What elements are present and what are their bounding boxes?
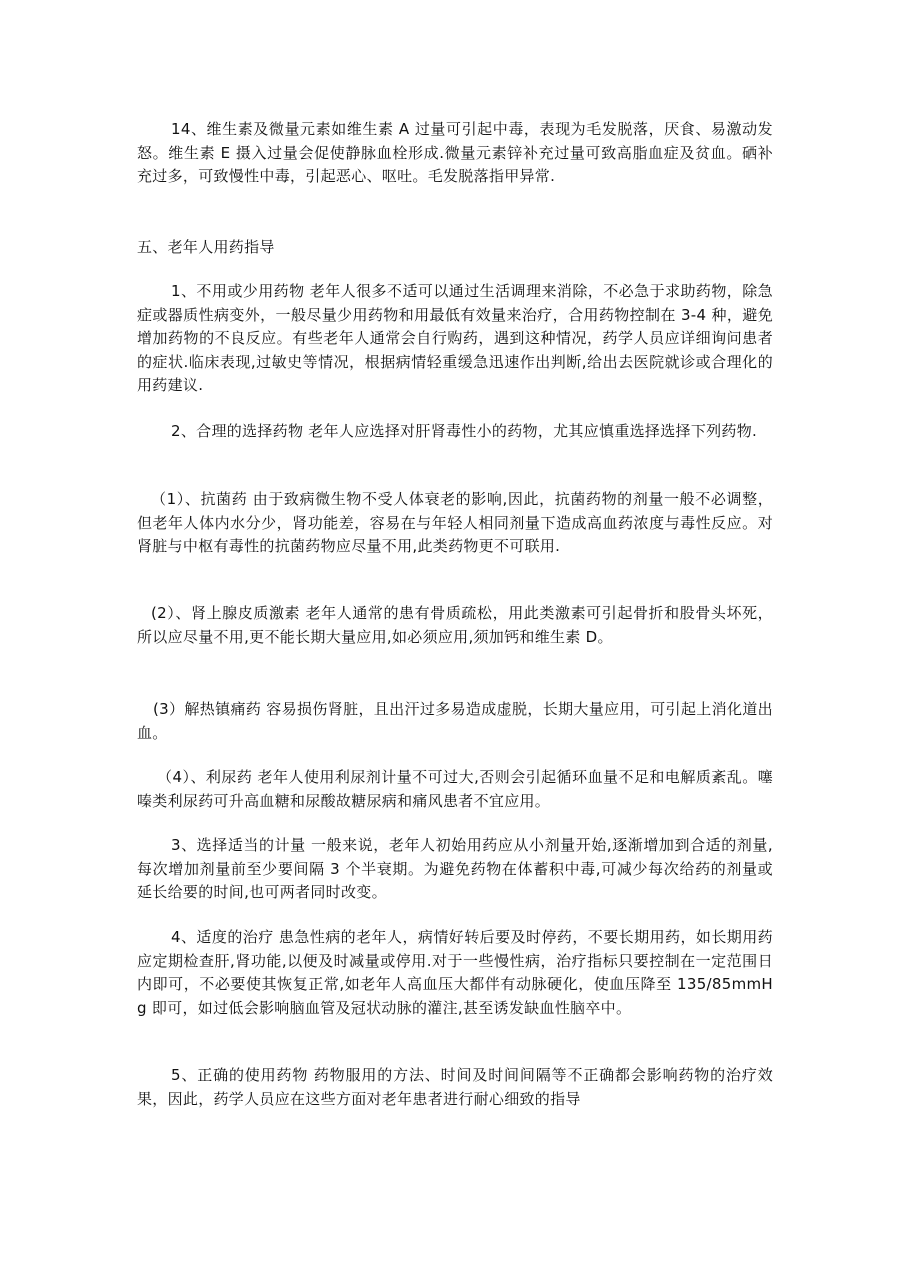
section-heading-elderly-medication: 五、老年人用药指导 [137, 238, 275, 256]
paragraph-corticosteroids: (2）、肾上腺皮质激素 老年人通常的患有骨质疏松，用此类激素可引起骨折和股骨头坏死，所以应尽量不用,更不能长期大量应用,如必须应用,须加钙和维生素 D。 [137, 604, 773, 646]
paragraph-appropriate-dosage: 3、选择适当的计量 一般来说，老年人初始用药应从小剂量开始,逐渐增加到合适的剂量,每次增加剂量前至少要间隔 3 个半衰期。为避免药物在体蓄积中毒,可减少每次给药的剂量或延长给要的时间,也可两者同时改变。 [137, 836, 773, 901]
paragraph-correct-usage: 5、正确的使用药物 药物服用的方法、时间及时间间隔等不正确都会影响药物的治疗效果，因此，药学人员应在这些方面对老年患者进行耐心细致的指导 [137, 1066, 773, 1108]
paragraph-choose-medication: 2、合理的选择药物 老年人应选择对肝肾毒性小的药物，尤其应慎重选择选择下列药物. [171, 422, 758, 440]
paragraph-analgesics: (3）解热镇痛药 容易损伤肾脏，且出汗过多易造成虚脱，长期大量应用，可引起上消化道出血。 [137, 700, 773, 742]
paragraph-vitamin-trace-elements: 14、维生素及微量元素如维生素 A 过量可引起中毒，表现为毛发脱落，厌食、易激动发怒。维生素 E 摄入过量会促使静脉血栓形成.微量元素锌补充过量可致高脂血症及贫血。硒补充过多，可致慢性中毒，引起恶心、呕吐。毛发脱落指甲异常. [137, 120, 773, 185]
paragraph-antibiotics: （1）、抗菌药 由于致病微生物不受人体衰老的影响,因此，抗菌药物的剂量一般不必调整，但老年人体内水分少，肾功能差，容易在与年轻人相同剂量下造成高血药浓度与毒性反应。对肾脏与中枢有毒性的抗菌药物应尽量不用,此类药物更不可联用. [137, 490, 773, 555]
paragraph-diuretics: （4）、利尿药 老年人使用利尿剂计量不可过大,否则会引起循环血量不足和电解质紊乱。噻嗪类利尿药可升高血糖和尿酸故糖尿病和痛风患者不宜应用。 [137, 768, 773, 810]
paragraph-moderate-treatment: 4、适度的治疗 患急性病的老年人，病情好转后要及时停药，不要长期用药，如长期用药应定期检查肝,肾功能,以便及时减量或停用.对于一些慢性病，治疗指标只要控制在一定范围日内即可，不必要使其恢复正常,如老年人高血压大都伴有动脉硬化，使血压降至 135/85mmHg 即可，如过低会影响脑血管及冠状动脉的灌注,甚至诱发缺血性脑卒中。 [137, 928, 773, 1017]
paragraph-use-less-medication: 1、不用或少用药物 老年人很多不适可以通过生活调理来消除，不必急于求助药物，除急症或器质性病变外，一般尽量少用药物和用最低有效量来治疗，合用药物控制在 3-4 种，避免增加药物的不良反应。有些老年人通常会自行购药，遇到这种情况，药学人员应详细询问患者的症状.临床表现,过敏史等情况，根据病情轻重缓急迅速作出判断,给出去医院就诊或合理化的用药建议. [137, 282, 773, 394]
